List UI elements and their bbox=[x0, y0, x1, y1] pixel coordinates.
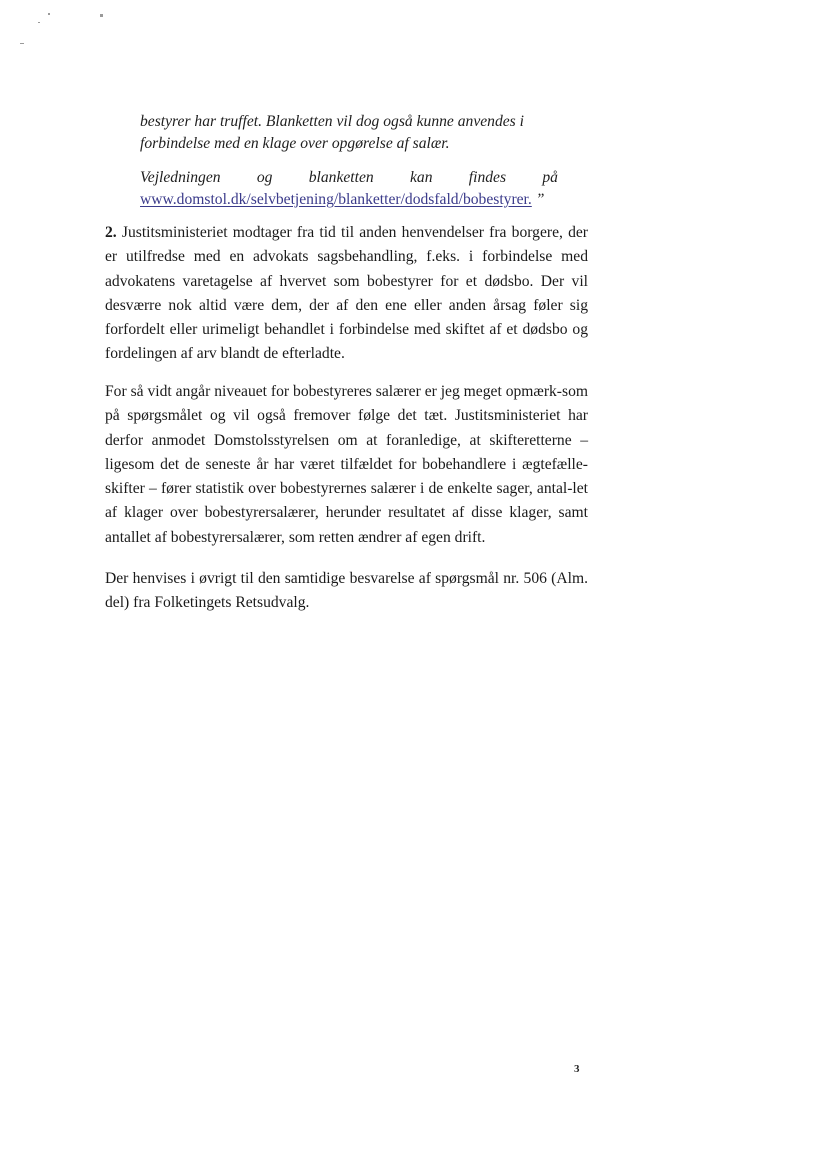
quote-line-1 bbox=[140, 111, 558, 133]
guidance-word-5: findes bbox=[468, 169, 507, 186]
domstol-link[interactable]: www.domstol.dk/selvbetjening/blanketter/dodsfald/bobestyrer. bbox=[140, 191, 532, 208]
paragraph-2-text: Justitsministeriet modtager fra tid til anden henvendelser fra borgere, der er utilfredse med en advokats sagsbehandling, f.eks. i forbindelse med advokatens varetagelse af hvervet som bobestyrer for et dødsbo. Der vil desværre nok altid være dem, der af den ene eller anden årsag føler sig forfordelt eller urimeligt behandlet i forbindelse med skiftet af et dødsbo og fordelingen af arv blandt de efterladte. bbox=[105, 224, 588, 363]
quote-line-2: forbindelse med en klage over opgørelse af salær. bbox=[140, 135, 450, 152]
paragraph-2 bbox=[105, 221, 588, 367]
closing-quote-mark: ” bbox=[531, 191, 545, 208]
guidance-line bbox=[140, 167, 558, 189]
guidance-word-4: kan bbox=[409, 169, 433, 186]
paragraph-reference: Der henvises i øvrigt til den samtidige besvarelse af spørgsmål nr. 506 (Alm. del) fra Folketingets Retsudvalg. bbox=[105, 570, 588, 612]
link-line bbox=[140, 189, 558, 211]
guidance-word-6: på bbox=[542, 169, 558, 186]
page-number: 3 bbox=[574, 1063, 580, 1075]
paragraph-salary-level: For så vidt angår niveauet for bobestyreres salærer er jeg meget opmærk-som på spørgsmålet og vil også fremover følge det tæt. Justitsministeriet har derfor anmodet Domstolsstyrelsen om at foranledige, at skifteretterne – ligesom det de seneste år har været tilfældet for bobehandlere i ægtefælle-skifter – fører statistik over bobestyrernes salærer i de enkelte sager, antal-let af klager over bobestyrersalærer, herunder resultatet af disse klager, samt antallet af bobestyrersalærer, som retten ændrer af egen drift. bbox=[105, 383, 588, 546]
paragraph-number: 2. bbox=[105, 224, 117, 241]
quote-block-top bbox=[140, 111, 558, 155]
quote-block-guidance bbox=[140, 167, 558, 211]
guidance-word-2: og bbox=[256, 169, 273, 186]
guidance-word-1: Vejledningen bbox=[140, 169, 221, 186]
guidance-word-3: blanketten bbox=[308, 169, 374, 186]
quote-line-1-text: bestyrer har truffet. Blanketten vil dog også kunne anvendes i bbox=[140, 113, 524, 130]
